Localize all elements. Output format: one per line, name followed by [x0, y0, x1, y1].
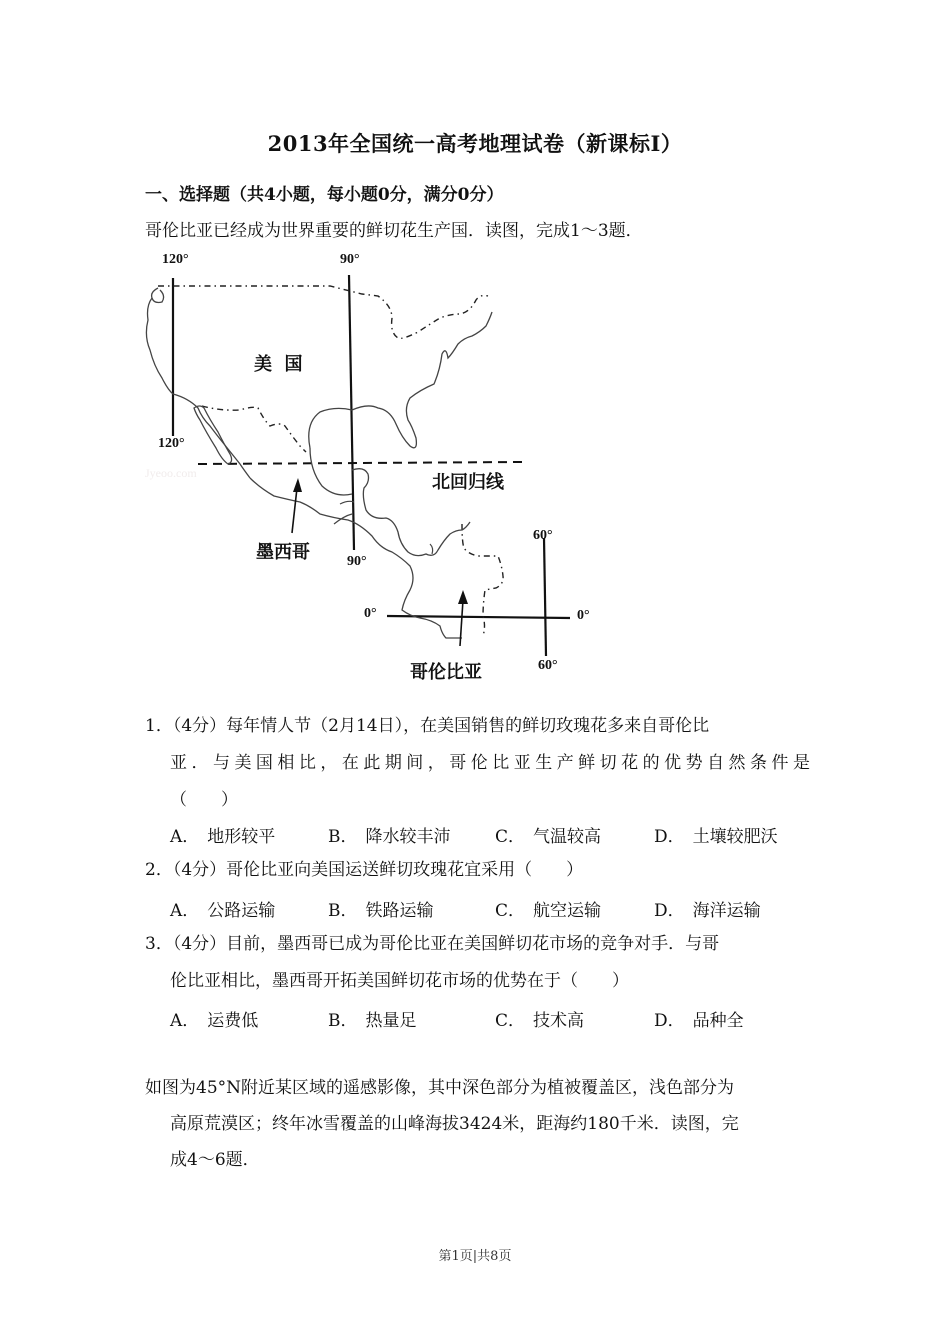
label-usa: 美 国 [254, 354, 303, 375]
colombia-arrow-head [458, 590, 468, 604]
map-figure [140, 248, 620, 688]
option-b[interactable]: B． 铁路运输 [328, 901, 434, 921]
question-1-line-3: （ ） [170, 790, 238, 810]
mexico-arrow-shaft [292, 488, 297, 533]
passage-line-2: 高原荒漠区；终年冰雪覆盖的山峰海拔3424米，距海约180千米．读图，完 [170, 1114, 739, 1134]
question-2-line-1 [145, 852, 810, 889]
page-indicator: 第1页|共8页 [438, 1249, 512, 1264]
label-colombia: 哥伦比亚 [410, 662, 482, 683]
option-a[interactable]: A． 地形较平 [170, 827, 276, 847]
meridian-60 [544, 538, 546, 656]
option-c[interactable]: C． 气温较高 [495, 827, 602, 847]
us-canada-border [158, 286, 488, 338]
question-1 [145, 708, 810, 819]
label-120-top: 120° [162, 252, 189, 267]
question-text: （4分）目前，墨西哥已成为哥伦比亚在美国鲜切花市场的竞争对手．与哥 [172, 934, 720, 954]
intro-text: 哥伦比亚已经成为世界重要的鲜切花生产国．读图，完成1～3题． [145, 221, 643, 241]
label-equator-left: 0° [364, 606, 377, 621]
option-c[interactable]: C． 技术高 [495, 1011, 585, 1031]
label-90-bottom: 90° [347, 554, 367, 569]
label-tropic-of-cancer: 北回归线 [432, 472, 504, 493]
panama-detail [430, 544, 433, 554]
question-1-line-1 [145, 708, 810, 745]
mexico-gulf-loop [310, 448, 352, 495]
option-c[interactable]: C． 航空运输 [495, 901, 602, 921]
watermark: Jyeoo.com [145, 466, 197, 480]
question-3-line-2: 伦比亚相比，墨西哥开拓美国鲜切花市场的优势在于（ ） [170, 971, 629, 991]
question-text: （4分）哥伦比亚向美国运送鲜切玫瑰花宜采用（ ） [172, 860, 584, 880]
passage-line-3: 成4～6题． [170, 1150, 260, 1170]
option-d[interactable]: D． 土壤较肥沃 [654, 827, 778, 847]
label-equator-right: 0° [577, 608, 590, 623]
question-number: 3． [145, 934, 173, 954]
option-b[interactable]: B． 热量足 [328, 1011, 417, 1031]
page-title: 2013年全国统一高考地理试卷（新课标Ⅰ） [267, 131, 683, 156]
gulf-coast-outline [309, 312, 492, 448]
meridian-90 [349, 275, 354, 550]
question-number: 2． [145, 860, 173, 880]
question-3-options [170, 1006, 820, 1036]
section-heading: 一、选择题（共4小题，每小题0分，满分0分） [145, 185, 504, 205]
question-1-line-2: 亚．与美国相比，在此期间，哥伦比亚生产鲜切花的优势自然条件是 [170, 753, 810, 773]
question-3-line-1 [145, 926, 810, 963]
passage-4-6 [145, 1070, 810, 1178]
colombia-border [462, 524, 503, 636]
label-mexico: 墨西哥 [256, 542, 310, 563]
label-90-top: 90° [340, 252, 360, 267]
question-1-options [170, 822, 820, 852]
baja-california-outline [194, 406, 232, 464]
question-text: （4分）每年情人节（2月14日），在美国销售的鲜切玫瑰花多来自哥伦比 [172, 716, 710, 736]
question-3 [145, 926, 810, 1000]
option-d[interactable]: D． 海洋运输 [654, 901, 761, 921]
option-a[interactable]: A． 运费低 [170, 1011, 259, 1031]
label-60-top: 60° [533, 528, 553, 543]
tropic-of-cancer-line [198, 462, 522, 464]
label-120-bottom: 120° [158, 436, 185, 451]
question-number: 1． [145, 716, 173, 736]
mexico-arrow-head [293, 478, 302, 492]
question-2 [145, 852, 810, 889]
passage-line-1: 如图为45°N附近某区域的遥感影像，其中深色部分为植被覆盖区，浅色部分为 [145, 1078, 735, 1098]
map-drawing [140, 248, 620, 688]
question-2-options [170, 896, 820, 926]
option-a[interactable]: A． 公路运输 [170, 901, 276, 921]
option-d[interactable]: D． 品种全 [654, 1011, 744, 1031]
option-b[interactable]: B． 降水较丰沛 [328, 827, 451, 847]
us-mexico-border [202, 406, 306, 452]
label-60-bottom: 60° [538, 658, 558, 673]
colombia-arrow-shaft [460, 600, 463, 646]
